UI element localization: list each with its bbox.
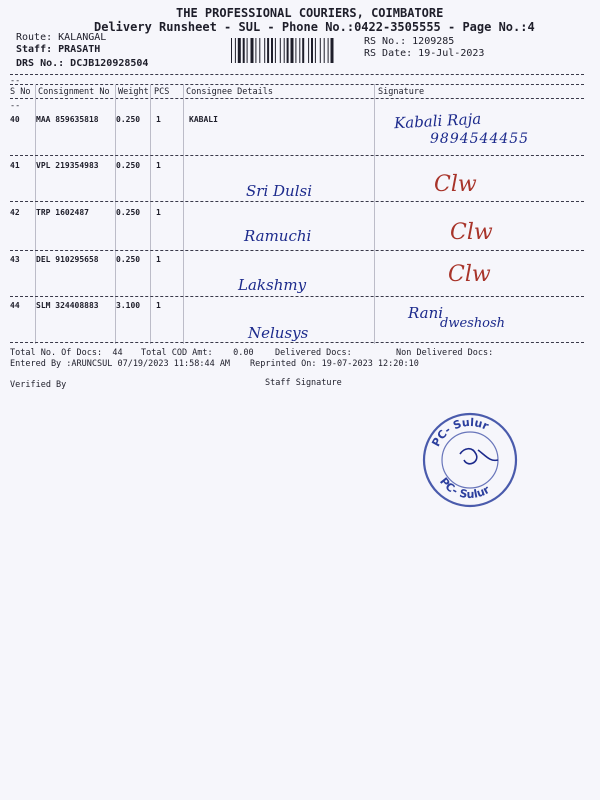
consignee-signature: Ramuchi xyxy=(244,227,312,245)
row-sno: 42 xyxy=(10,208,20,217)
rs-number: RS No.: 1209285 xyxy=(364,36,455,47)
barcode-bar xyxy=(251,38,254,63)
stamp-signature-scribble xyxy=(460,449,498,464)
signature-subtext: dweshosh xyxy=(440,316,506,331)
row-sno: 43 xyxy=(10,255,20,264)
barcode-bar xyxy=(280,38,281,63)
barcode-bar xyxy=(308,38,309,63)
stamp-text-bottom: PC- Sulur xyxy=(437,475,492,502)
barcode-bar xyxy=(238,38,241,63)
consignee-signature: Lakshmy xyxy=(238,276,307,294)
col-header-signature: Signature xyxy=(378,87,425,97)
row-pcs: 1 xyxy=(156,208,161,217)
dash-marks: -- xyxy=(10,101,21,111)
total-docs: Total No. Of Docs: 44 xyxy=(10,348,123,358)
barcode-bar xyxy=(267,38,269,63)
barcode-bar xyxy=(264,38,265,63)
signature-text: Clw xyxy=(450,220,493,245)
dash-marks: -- xyxy=(10,76,21,86)
row-separator xyxy=(10,296,584,297)
row-pcs: 1 xyxy=(156,161,161,170)
separator xyxy=(10,74,584,75)
row-consignment: DEL 910295658 xyxy=(36,255,99,264)
barcode-bar xyxy=(311,38,313,63)
row-separator xyxy=(10,250,584,251)
row-consignment: SLM 324408883 xyxy=(36,301,99,310)
barcode-bar xyxy=(255,38,256,63)
barcode-bar xyxy=(235,38,236,63)
runsheet-title: Delivery Runsheet - SUL - Phone No.:0422-3505555 - Page No.:4 xyxy=(94,20,535,34)
row-separator xyxy=(10,155,584,156)
col-header-details: Consignee Details xyxy=(186,87,273,97)
barcode-bar xyxy=(331,38,334,63)
office-stamp xyxy=(420,410,520,510)
signature-text: Clw xyxy=(448,262,491,287)
row-separator xyxy=(10,342,584,343)
reprinted-on: Reprinted On: 19-07-2023 12:20:10 xyxy=(250,359,419,369)
barcode-bar xyxy=(275,38,276,63)
signature-text: Rani xyxy=(408,304,444,322)
total-cod: Total COD Amt: 0.00 xyxy=(141,348,254,358)
row-sno: 41 xyxy=(10,161,20,170)
company-title: THE PROFESSIONAL COURIERS, COIMBATORE xyxy=(176,6,444,20)
col-header-sno: S No xyxy=(10,87,31,97)
signature-text: Clw xyxy=(434,172,477,197)
row-sno: 40 xyxy=(10,115,20,124)
row-pcs: 1 xyxy=(156,301,161,310)
barcode-bar xyxy=(299,38,300,63)
row-consignment: MAA 859635818 xyxy=(36,115,99,124)
row-weight: 0.250 xyxy=(116,208,141,217)
row-sno: 44 xyxy=(10,301,20,310)
row-weight: 0.250 xyxy=(116,255,141,264)
verified-by: Verified By xyxy=(10,380,67,390)
column-divider xyxy=(374,84,375,344)
row-consignment: VPL 219354983 xyxy=(36,161,99,170)
barcode-bar xyxy=(259,38,260,63)
rs-date: RS Date: 19-Jul-2023 xyxy=(364,48,485,59)
row-pcs: 1 xyxy=(156,255,161,264)
signature-text: Kabali Raja xyxy=(393,109,482,133)
barcode-bar xyxy=(328,38,329,63)
col-header-weight: Weight xyxy=(118,87,149,97)
row-weight: 3.100 xyxy=(116,301,141,310)
barcode-bar xyxy=(287,38,289,63)
barcode-bar xyxy=(324,38,325,63)
barcode-bar xyxy=(271,38,273,63)
column-divider xyxy=(150,84,151,344)
col-header-consignment: Consignment No xyxy=(38,87,110,97)
column-divider xyxy=(183,84,184,344)
barcode-bar xyxy=(302,38,304,63)
staff-label: Staff: PRASATH xyxy=(16,44,101,55)
row-consignment: TRP 1602487 xyxy=(36,208,89,217)
row-weight: 0.250 xyxy=(116,115,141,124)
separator xyxy=(10,84,584,85)
barcode xyxy=(231,38,354,63)
row-separator xyxy=(10,201,584,202)
barcode-bar xyxy=(247,38,248,63)
barcode-bar xyxy=(315,38,316,63)
barcode-bar xyxy=(320,38,321,63)
barcode-bar xyxy=(295,38,296,63)
col-header-pcs: PCS xyxy=(154,87,170,97)
row-consignee: KABALI xyxy=(189,115,218,124)
consignee-signature: Sri Dulsi xyxy=(246,182,312,200)
stamp-text-top: PC- Sulur xyxy=(429,415,491,449)
signature-phone: 9894544455 xyxy=(430,131,530,147)
barcode-bar xyxy=(291,38,294,63)
barcode-bar xyxy=(243,38,245,63)
consignee-signature: Nelusys xyxy=(248,324,309,342)
non-delivered-docs: Non Delivered Docs: xyxy=(396,348,494,358)
delivered-docs: Delivered Docs: xyxy=(275,348,352,358)
separator xyxy=(10,98,584,99)
entered-by: Entered By :ARUNCSUL 07/19/2023 11:58:44 AM xyxy=(10,359,231,369)
barcode-bar xyxy=(284,38,285,63)
barcode-bar xyxy=(231,38,232,63)
staff-signature-label: Staff Signature xyxy=(265,378,342,388)
drs-number: DRS No.: DCJB120928504 xyxy=(16,58,149,69)
row-pcs: 1 xyxy=(156,115,161,124)
route-label: Route: KALANGAL xyxy=(16,32,107,43)
row-weight: 0.250 xyxy=(116,161,141,170)
